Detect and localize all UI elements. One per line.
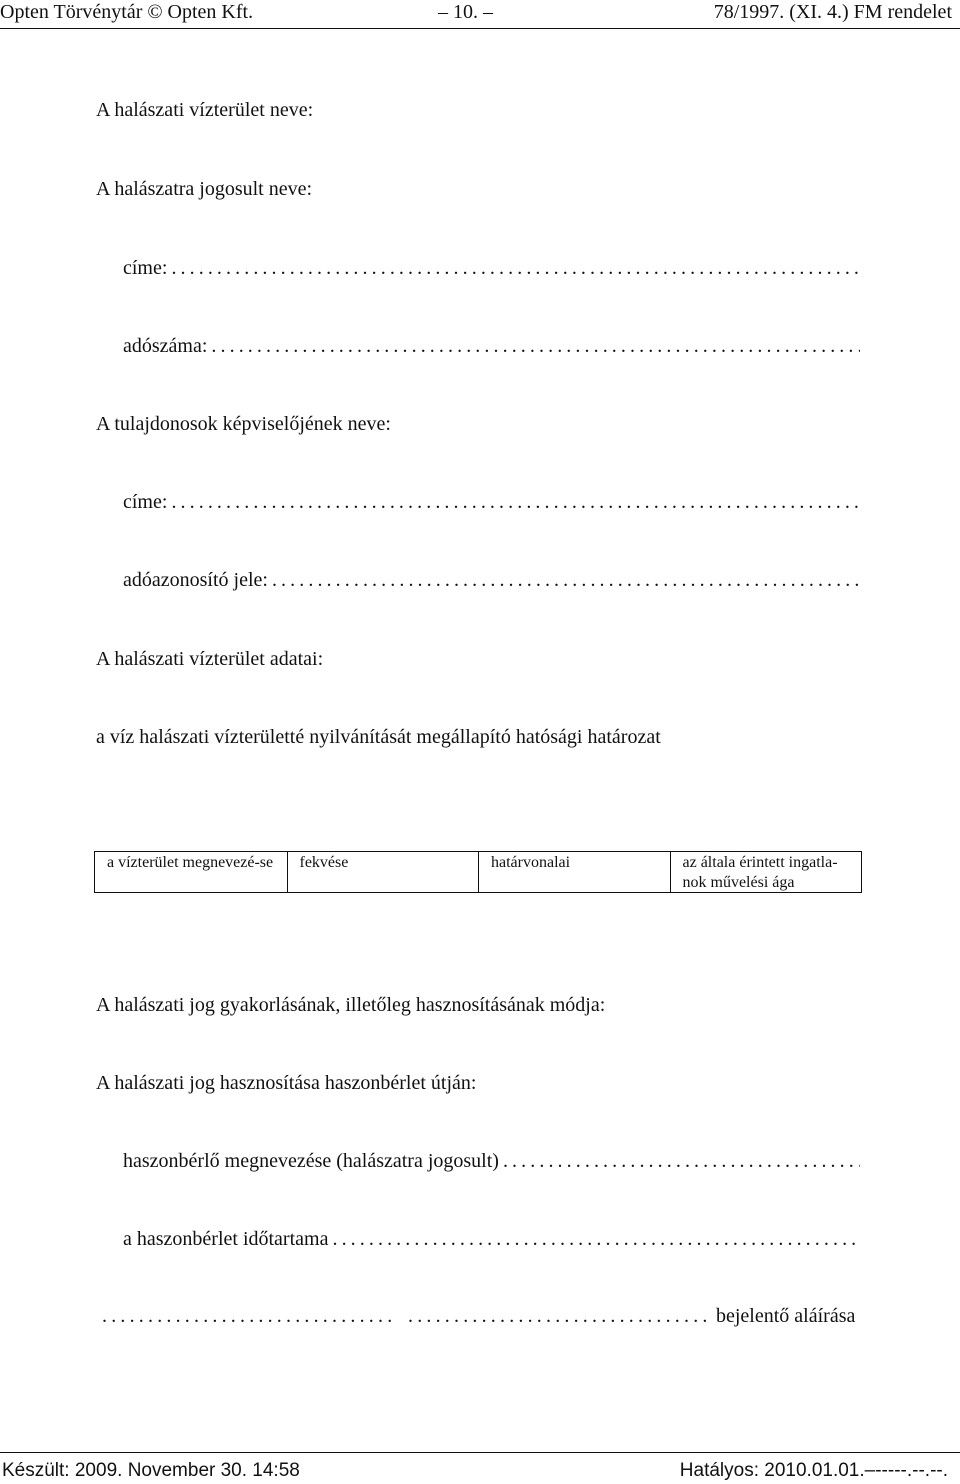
resolution-text: a víz halászati vízterületté nyilvánítását megállapító hatósági határozat: [96, 726, 661, 748]
table-header-name: a vízterület megnevezé-se: [107, 854, 274, 871]
entitled-tax-number-label: adószáma:: [123, 335, 208, 357]
entitled-address-label: címe:: [123, 257, 168, 279]
created-timestamp: Készült: 2009. November 30. 14:58: [2, 1460, 300, 1481]
dotted-fill-line: [171, 490, 860, 514]
entitled-name-label: A halászatra jogosult neve:: [96, 178, 313, 200]
header-divider: [0, 28, 960, 29]
page-number: – 10. –: [438, 1, 493, 23]
owners-rep-tax-id-field[interactable]: [123, 568, 860, 592]
water-area-data-heading: A halászati vízterület adatai:: [96, 648, 324, 670]
table-header-cultivation: az általa érintett ingatla-nok művelési ága: [670, 852, 862, 892]
owners-rep-tax-id-label: adóazonosító jele:: [123, 569, 268, 591]
footer-divider: [0, 1452, 960, 1453]
page-footer: [0, 1459, 960, 1483]
lessee-name-field[interactable]: [123, 1149, 860, 1173]
owners-rep-address-label: címe:: [123, 491, 168, 513]
lease-duration-label: a haszonbérlet időtartama: [123, 1228, 329, 1250]
effective-date: Hatályos: 2010.01.01.–-----.--.--.: [679, 1460, 948, 1481]
place-date-dotted-line: [102, 1304, 392, 1328]
page-header: [0, 0, 960, 26]
table-header-boundaries: határvonalai: [478, 852, 670, 892]
dotted-fill-line: [211, 334, 860, 358]
owners-rep-name-label: A tulajdonosok képviselőjének neve:: [96, 413, 391, 435]
lease-utilization-label: A halászati jog hasznosítása haszonbérlet útján:: [96, 1072, 477, 1094]
water-area-table: [94, 851, 862, 893]
lease-duration-field[interactable]: [123, 1227, 860, 1251]
dotted-fill-line: [332, 1227, 860, 1251]
owners-rep-address-field[interactable]: [123, 490, 860, 514]
entitled-tax-number-field[interactable]: [123, 334, 860, 358]
signature-label: bejelentő aláírása: [716, 1305, 856, 1327]
water-area-name-label: A halászati vízterület neve:: [96, 99, 314, 121]
lessee-name-label: haszonbérlő megnevezése (halászatra jogosult): [123, 1150, 499, 1172]
dotted-fill-line: [272, 568, 860, 592]
exercise-mode-label: A halászati jog gyakorlásának, illetőleg hasznosításának módja:: [96, 994, 606, 1016]
table-header-location: fekvése: [287, 852, 479, 892]
signature-line[interactable]: [102, 1304, 862, 1328]
dotted-fill-line: [503, 1149, 860, 1173]
entitled-address-field[interactable]: [123, 256, 860, 280]
document-reference: 78/1997. (XI. 4.) FM rendelet: [713, 1, 952, 23]
signature-dotted-line: [408, 1304, 706, 1328]
dotted-fill-line: [171, 256, 860, 280]
publisher-text: Opten Törvénytár © Opten Kft.: [0, 1, 254, 23]
